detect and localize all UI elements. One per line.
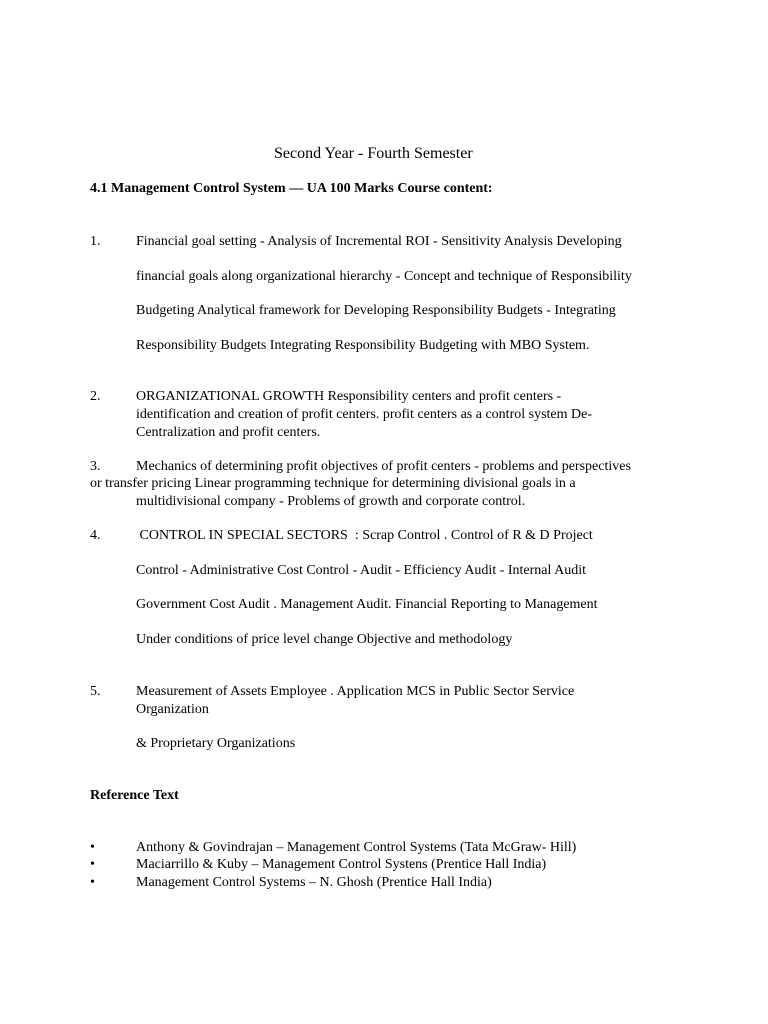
item-line: Responsibility Budgets Integrating Responsibility Budgeting with MBO System.: [136, 338, 590, 353]
item-line: financial goals along organizational hierarchy - Concept and technique of Responsibility: [136, 269, 632, 284]
item-line: Mechanics of determining profit objectives of profit centers - problems and perspectives: [136, 459, 631, 474]
item-line: Government Cost Audit . Management Audit. Financial Reporting to Management: [136, 597, 598, 612]
item-line: Centralization and profit centers.: [136, 425, 321, 440]
reference-item: Maciarrillo & Kuby – Management Control Systens (Prentice Hall India): [136, 857, 547, 872]
item-line: identification and creation of profit centers. profit centers as a control system De-: [136, 407, 592, 422]
course-heading: 4.1 Management Control System — UA 100 Marks Course content:: [90, 181, 493, 196]
item-number: 5.: [90, 684, 101, 699]
item-line: or transfer pricing Linear programming technique for determining divisional goals in a: [90, 476, 576, 491]
item-line: CONTROL IN SPECIAL SECTORS : Scrap Control . Control of R & D Project: [136, 528, 593, 543]
item-number: 2.: [90, 389, 101, 404]
item-line: Under conditions of price level change Objective and methodology: [136, 632, 513, 647]
reference-heading: Reference Text: [90, 788, 179, 803]
item-line: & Proprietary Organizations: [136, 736, 296, 751]
item-line: Control - Administrative Cost Control - Audit - Efficiency Audit - Internal Audit: [136, 563, 587, 578]
item-line: multidivisional company - Problems of growth and corporate control.: [136, 494, 526, 509]
page-title: Second Year - Fourth Semester: [274, 145, 473, 162]
bullet-icon: •: [90, 875, 95, 890]
item-line: Financial goal setting - Analysis of Incremental ROI - Sensitivity Analysis Developing: [136, 234, 622, 249]
item-number: 4.: [90, 528, 101, 543]
item-line: ORGANIZATIONAL GROWTH Responsibility centers and profit centers -: [136, 389, 562, 404]
bullet-icon: •: [90, 840, 95, 855]
reference-item: Management Control Systems – N. Ghosh (Prentice Hall India): [136, 875, 492, 890]
item-line: Measurement of Assets Employee . Application MCS in Public Sector Service: [136, 684, 575, 699]
reference-item: Anthony & Govindrajan – Management Control Systems (Tata McGraw- Hill): [136, 840, 577, 855]
item-number: 3.: [90, 459, 101, 474]
item-number: 1.: [90, 234, 101, 249]
item-line: Budgeting Analytical framework for Developing Responsibility Budgets - Integrating: [136, 303, 616, 318]
bullet-icon: •: [90, 857, 95, 872]
item-line: Organization: [136, 702, 209, 717]
